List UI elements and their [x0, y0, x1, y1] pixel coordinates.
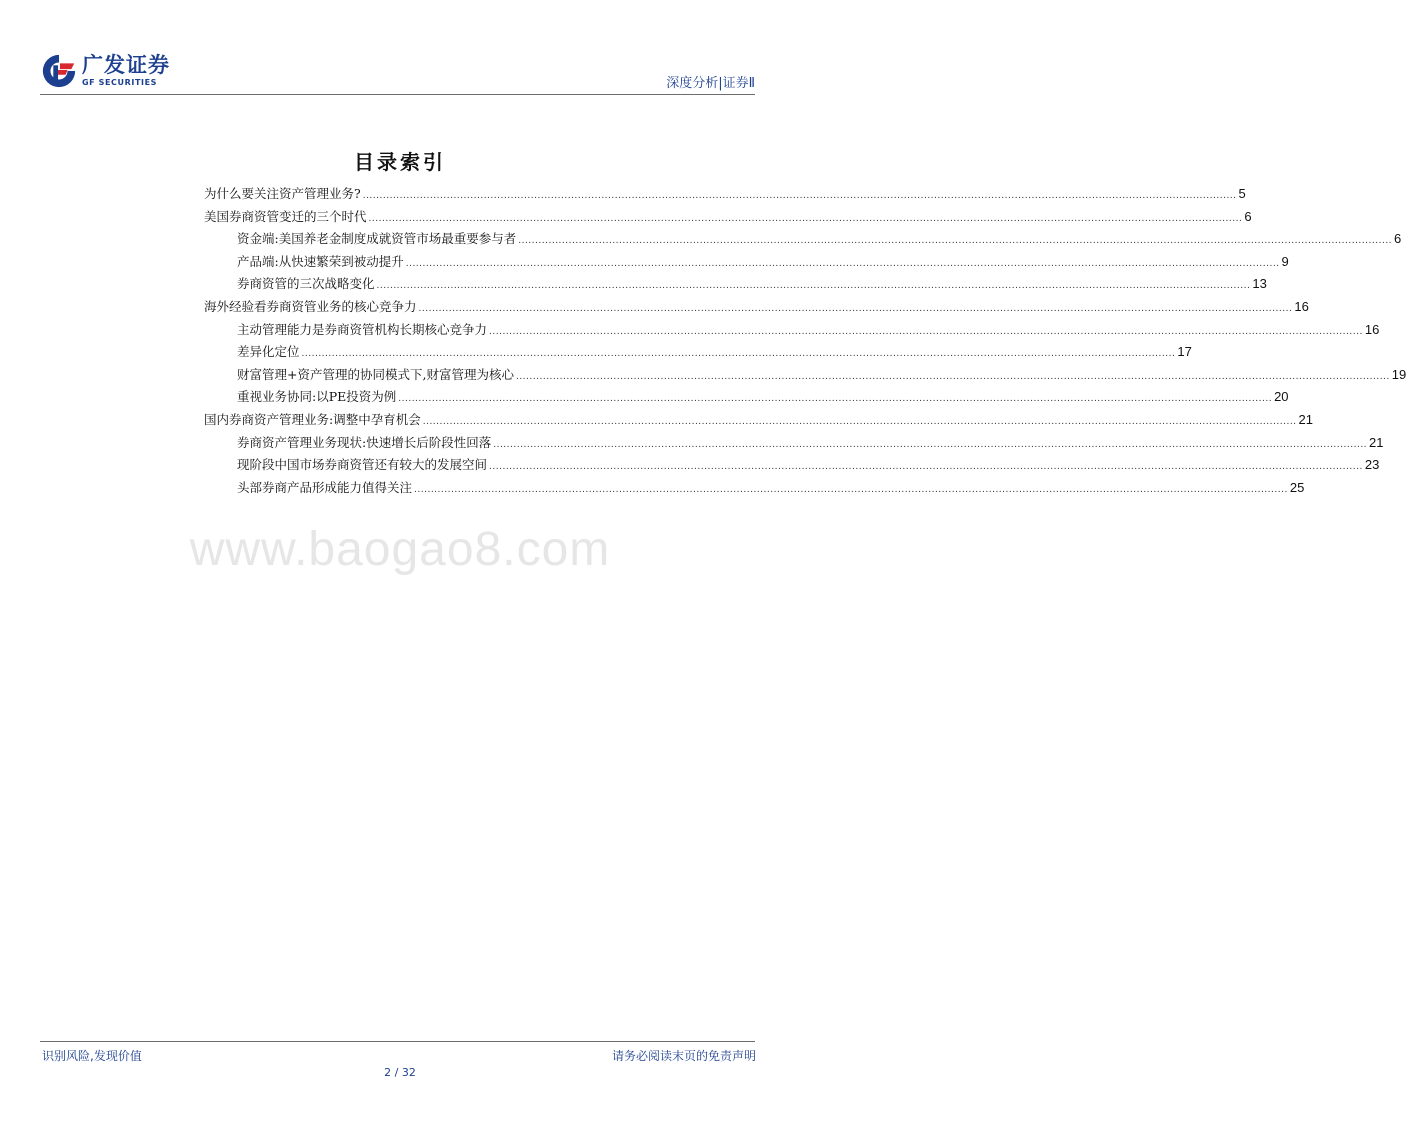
company-logo: [40, 52, 170, 90]
toc-entry-title: 主动管理能力是券商资管机构长期核心竞争力: [237, 321, 488, 337]
toc-entry[interactable]: [204, 410, 1314, 433]
toc-entry[interactable]: [204, 320, 1380, 343]
toc-entry[interactable]: [204, 433, 1384, 456]
toc-entry-title: 券商资产管理业务现状:快速增长后阶段性回落: [237, 434, 492, 450]
toc-entry-title: 重视业务协同:以PE投资为例: [237, 389, 397, 405]
toc-dot-leader: ....................................................................................................................................................................................................................................................................: [414, 484, 1288, 495]
toc-entry-title: 头部券商产品形成能力值得关注: [237, 479, 413, 495]
toc-entry-title: 现阶段中国市场券商资管还有较大的发展空间: [237, 457, 488, 473]
footer-slogan: 识别风险,发现价值: [42, 1049, 142, 1063]
toc-entry-page: 16: [1364, 321, 1380, 337]
footer-divider: [40, 1041, 755, 1042]
toc-entry-title: 海外经验看券商资管业务的核心竞争力: [204, 298, 417, 314]
toc-entry[interactable]: [204, 207, 1252, 230]
watermark: www.baogao8.com: [189, 523, 611, 576]
toc-entry-page: 17: [1177, 344, 1192, 360]
toc-entry[interactable]: [204, 387, 1289, 410]
toc-dot-leader: ....................................................................................................................................................................................................................................................................: [368, 213, 1243, 224]
toc-entry-page: 16: [1294, 298, 1309, 314]
toc-entry-page: 6: [1244, 208, 1252, 224]
toc-dot-leader: ....................................................................................................................................................................................................................................................................: [376, 281, 1251, 292]
toc-entry-title: 美国券商资管变迁的三个时代: [204, 208, 367, 224]
header-divider: [40, 94, 755, 95]
toc-dot-leader: ....................................................................................................................................................................................................................................................................: [405, 258, 1280, 269]
page-number: 2 / 32: [384, 1066, 416, 1079]
toc-entry-page: 25: [1289, 479, 1305, 495]
toc-dot-leader: ....................................................................................................................................................................................................................................................................: [489, 462, 1363, 473]
toc-entry[interactable]: [204, 184, 1246, 207]
toc-entry[interactable]: [204, 252, 1289, 275]
toc-entry-title: 产品端:从快速繁荣到被动提升: [237, 253, 404, 269]
toc-entry[interactable]: [204, 297, 1309, 320]
toc-entry[interactable]: [204, 342, 1192, 365]
toc-dot-leader: ....................................................................................................................................................................................................................................................................: [518, 236, 1393, 247]
toc-entry-page: 5: [1238, 186, 1246, 201]
table-of-contents: [204, 184, 1406, 500]
toc-dot-leader: ....................................................................................................................................................................................................................................................................: [515, 371, 1390, 382]
logo-english-name: GF SECURITIES: [82, 78, 158, 87]
toc-entry[interactable]: [204, 365, 1406, 388]
toc-title: 目录索引: [354, 150, 446, 174]
toc-entry-title: 国内券商资产管理业务:调整中孕育机会: [204, 411, 421, 427]
toc-entry[interactable]: [204, 478, 1305, 501]
report-type-label: 深度分析|证券Ⅱ: [666, 76, 755, 91]
toc-entry[interactable]: [204, 274, 1267, 297]
page-header: [40, 52, 755, 92]
toc-entry-page: 9: [1281, 253, 1289, 269]
toc-entry-page: 23: [1364, 457, 1380, 473]
toc-entry-page: 19: [1391, 366, 1406, 382]
toc-entry-page: 6: [1394, 231, 1402, 247]
toc-entry-title: 为什么要关注资产管理业务?: [204, 186, 361, 201]
toc-entry-title: 差异化定位: [237, 344, 300, 360]
toc-entry-page: 21: [1369, 434, 1384, 450]
toc-entry-title: 财富管理+资产管理的协同模式下,财富管理为核心: [237, 366, 514, 382]
toc-entry-title: 资金端:美国养老金制度成就资管市场最重要参与者: [237, 231, 517, 247]
gf-logo-icon: [40, 52, 78, 90]
toc-dot-leader: ....................................................................................................................................................................................................................................................................: [301, 349, 1176, 360]
toc-entry[interactable]: [204, 455, 1380, 478]
toc-dot-leader: ....................................................................................................................................................................................................................................................................: [398, 394, 1273, 405]
toc-entry-page: 13: [1252, 276, 1267, 292]
toc-dot-leader: ....................................................................................................................................................................................................................................................................: [422, 416, 1297, 427]
logo-chinese-name: 广发证券: [82, 53, 170, 77]
toc-entry-title: 券商资管的三次战略变化: [237, 276, 375, 292]
footer-disclaimer-note: 请务必阅读末页的免责声明: [611, 1049, 756, 1063]
toc-entry[interactable]: [204, 229, 1402, 252]
toc-dot-leader: ....................................................................................................................................................................................................................................................................: [493, 439, 1368, 450]
toc-dot-leader: ....................................................................................................................................................................................................................................................................: [489, 326, 1363, 337]
toc-dot-leader: ....................................................................................................................................................................................................................................................................: [418, 303, 1293, 314]
toc-dot-leader: ....................................................................................................................................................................................................................................................................: [362, 191, 1237, 201]
toc-entry-page: 21: [1298, 411, 1314, 427]
toc-entry-page: 20: [1274, 389, 1289, 405]
